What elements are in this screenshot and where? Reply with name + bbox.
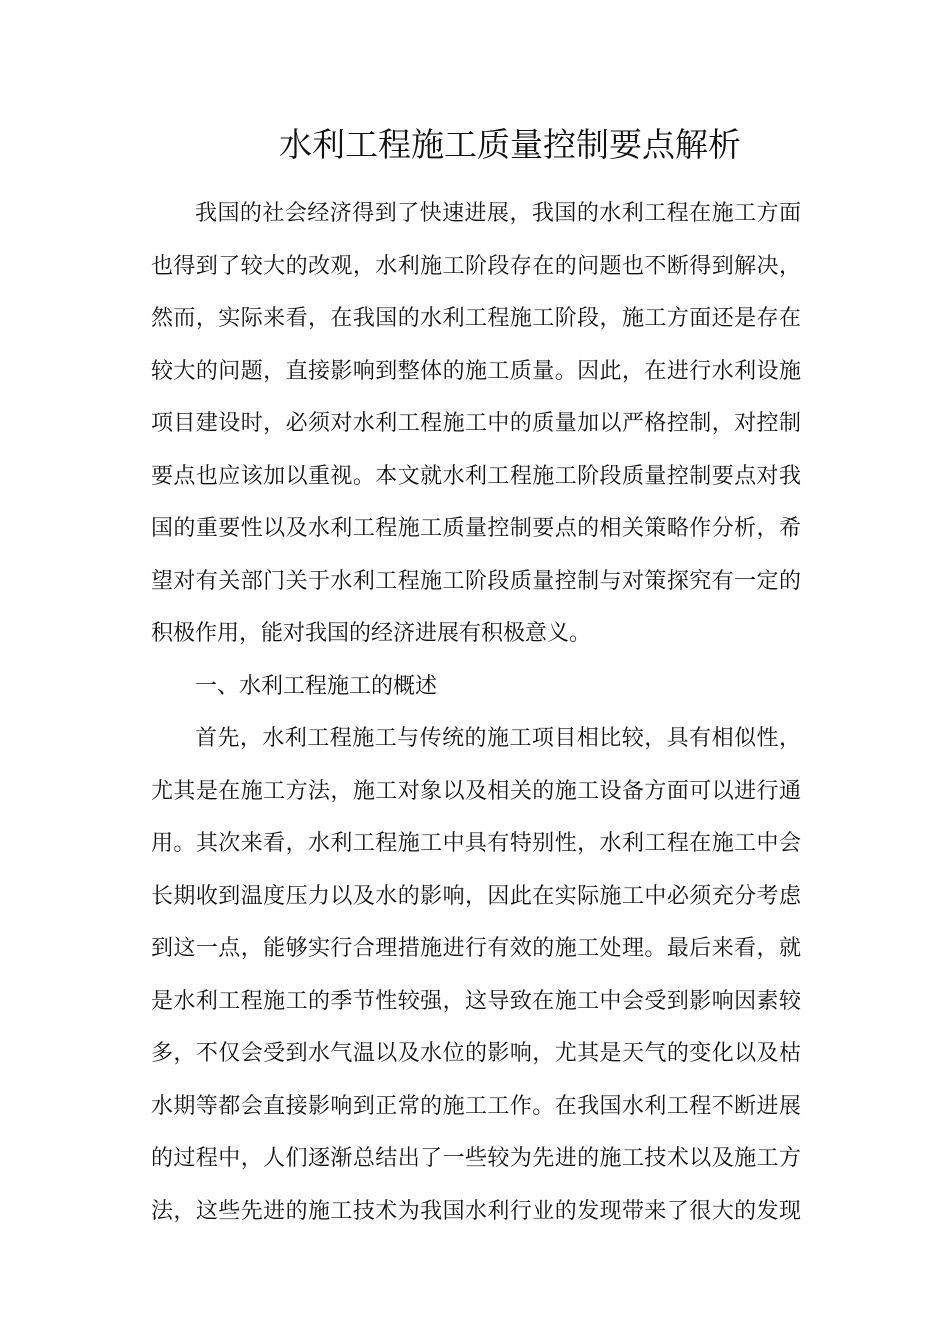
- paragraph-intro-line-5: 项目建设时，必须对水利工程施工中的质量加以严格控制，对控制: [151, 411, 801, 436]
- paragraph-intro-line-9: 积极作用，能对我国的经济进展有积极意义。: [151, 621, 592, 646]
- paragraph-intro-line-1: 我国的社会经济得到了快速进展，我国的水利工程在施工方面: [195, 201, 801, 226]
- paragraph-overview-line-7: 多，不仅会受到水气温以及水位的影响，尤其是天气的变化以及枯: [151, 1041, 801, 1066]
- document-title: 水利工程施工质量控制要点解析: [279, 125, 741, 164]
- paragraph-overview-line-4: 长期收到温度压力以及水的影响，因此在实际施工中必须充分考虑: [151, 883, 801, 909]
- paragraph-intro-line-8: 望对有关部门关于水利工程施工阶段质量控制与对策探究有一定的: [151, 568, 801, 594]
- paragraph-intro-line-4: 较大的问题，直接影响到整体的施工质量。因此，在进行水利设施: [151, 358, 801, 384]
- section-heading: 一、水利工程施工的概述: [195, 673, 438, 699]
- document-body: [151, 188, 801, 1238]
- paragraph-overview-line-2: 尤其是在施工方法，施工对象以及相关的施工设备方面可以进行通: [151, 778, 801, 804]
- paragraph-intro-line-7: 国的重要性以及水利工程施工质量控制要点的相关策略作分析，希: [151, 516, 801, 541]
- paragraph-overview-line-3: 用。其次来看，水利工程施工中具有特别性，水利工程在施工中会: [151, 831, 801, 856]
- paragraph-overview-line-9: 的过程中，人们逐渐总结出了一些较为先进的施工技术以及施工方: [151, 1146, 801, 1171]
- paragraph-overview-line-1: 首先，水利工程施工与传统的施工项目相比较，具有相似性，: [195, 726, 801, 751]
- paragraph-overview-line-6: 是水利工程施工的季节性较强，这导致在施工中会受到影响因素较: [151, 988, 801, 1014]
- paragraph-overview-line-10: 法，这些先进的施工技术为我国水利行业的发现带来了很大的发现: [151, 1198, 801, 1224]
- paragraph-intro-line-6: 要点也应该加以重视。本文就水利工程施工阶段质量控制要点对我: [151, 463, 801, 489]
- paragraph-overview-line-8: 水期等都会直接影响到正常的施工工作。在我国水利工程不断进展: [151, 1093, 801, 1119]
- paragraph-intro-line-3: 然而，实际来看，在我国的水利工程施工阶段，施工方面还是存在: [151, 306, 801, 331]
- paragraph-intro-line-2: 也得到了较大的改观，水利施工阶段存在的问题也不断得到解决，: [151, 253, 801, 279]
- paragraph-overview-line-5: 到这一点，能够实行合理措施进行有效的施工处理。最后来看，就: [151, 936, 801, 961]
